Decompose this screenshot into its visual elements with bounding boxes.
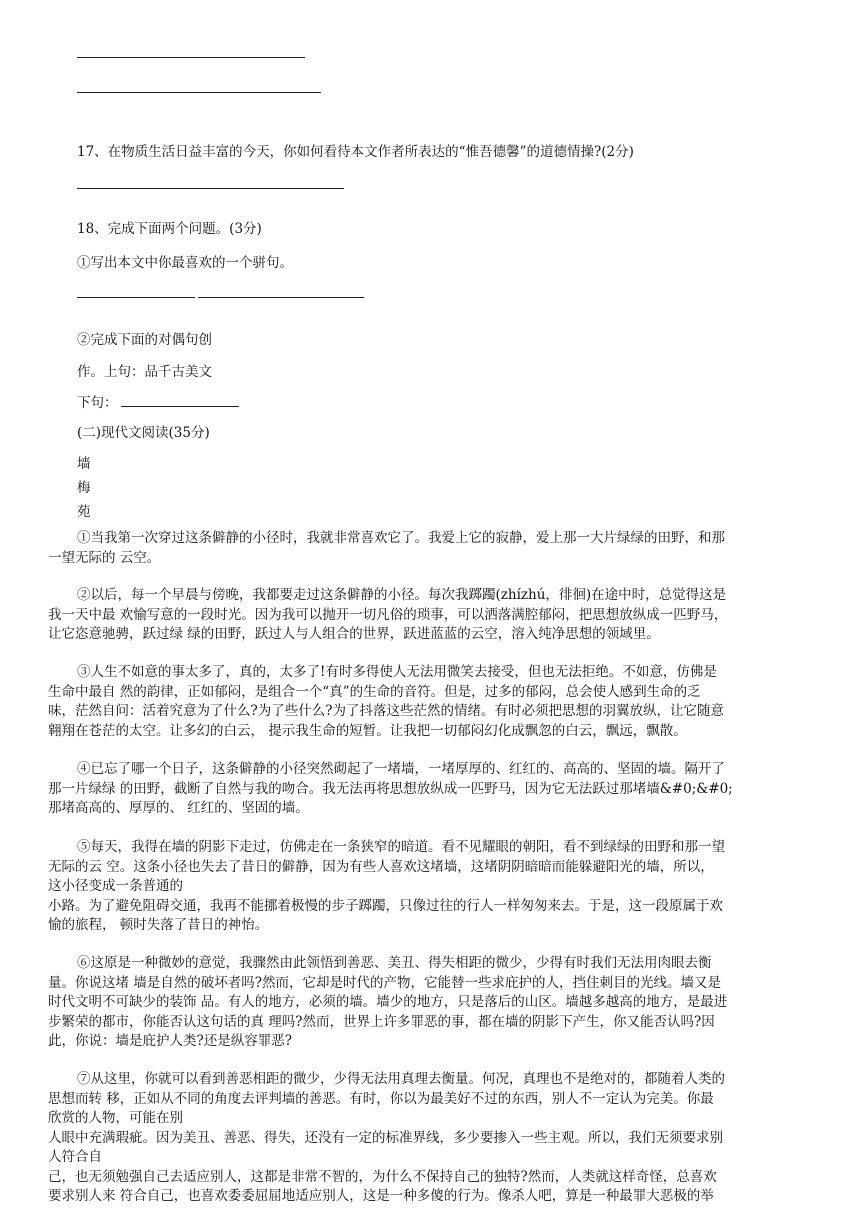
text-line: 一望无际的 云空。 [48, 549, 161, 566]
answer-line [77, 57, 305, 58]
text-line: 翱翔在苍茫的太空。让多幻的白云， 提示我生命的短暂。让我把一切郁闷幻化成飘忽的白云，飘远，飘散。 [48, 722, 687, 739]
text-line: 人符合自 [48, 1149, 102, 1165]
title-char: 梅 [77, 480, 91, 496]
paragraph-3 [48, 663, 820, 741]
text-line: 那一片绿绿 的田野，截断了自然与我的吻合。我无法再将思想放纵成一匹野马，因为它无法跃过那堵墙&#0;&#0; [48, 780, 733, 797]
answer-line [77, 297, 195, 298]
text-line: 人眼中充满瑕疵。因为美丑、善恶、得失，还没有一定的标准界线，多少要掺入一些主观。所以，我们无须要求别 [48, 1129, 723, 1146]
text-line: ⑤每天，我得在墙的阴影下走过，仿佛走在一条狭窄的暗道。看不见耀眼的朝阳，看不到绿绿的田野和那一望 [77, 839, 725, 855]
paragraph-7 [48, 1070, 820, 1207]
title-char: 墙 [77, 456, 91, 472]
paragraph-1 [48, 529, 820, 568]
paragraph-5 [48, 838, 820, 936]
section-heading: (二)现代文阅读(35分) [77, 425, 210, 441]
paragraph-2 [48, 586, 820, 645]
title-char: 苑 [77, 504, 91, 520]
paragraph-6 [48, 954, 820, 1052]
text-line: 味，茫然自问：活着究意为了什么?为了些什么?为了抖落这些茫然的情绪。有时必须把思想的羽翼放纵，让它随意 [48, 703, 724, 719]
question-18: 18、完成下面两个问题。(3分) [77, 221, 262, 237]
question-18-part1: ①写出本文中你最喜欢的一个骈句。 [77, 255, 293, 271]
text-line: 思想而转 移，正如从不同的角度去评判墙的善恶。有时，你以为最美好不过的东西，别人不一定认为完美。你最 [48, 1090, 714, 1107]
text-line: 我一天中最 欢愉写意的一段时光。因为我可以抛开一切凡俗的琐事，可以洒落满腔郁闷，把思想放纵成一匹野马， [48, 606, 728, 623]
text-line: ①当我第一次穿过这条僻静的小径时，我就非常喜欢它了。我爱上它的寂静，爱上那一大片绿绿的田野，和那 [77, 530, 725, 546]
answer-line [121, 406, 239, 407]
paragraph-4 [48, 760, 820, 819]
text-line: 愉的旅程， 顿时失落了昔日的神怡。 [48, 917, 269, 933]
text-line: ④已忘了哪一个日子，这条僻静的小径突然砌起了一堵墙，一堵厚厚的、红红的、高高的、坚固的墙。隔开了 [77, 761, 725, 777]
text-line: 此，你说：墙是庇护人类?还是纵容罪恶? [48, 1033, 292, 1049]
text-line: 让它恣意驰骋，跃过绿 绿的田野，跃过人与人组合的世界，跃进蓝蓝的云空，溶入纯净思想的领域里。 [48, 626, 660, 642]
text-line: 那堵高高的、厚厚的、 红红的、坚固的墙。 [48, 800, 309, 816]
text-line: 己，也无须勉强自己去适应别人，这都是非常不智的，为什么不保持自己的独特?然而，人类就这样奇怪，总喜欢 [48, 1168, 717, 1185]
answer-line [198, 297, 364, 298]
text-line: 欣赏的人物，可能在别 [48, 1110, 183, 1126]
text-line: 步繁荣的都市，你能否认这句话的真 理吗?然而，世界上许多罪恶的事，都在墙的阴影下产生，你又能否认吗?因 [48, 1013, 715, 1030]
couplet-upper: 作。上句：品千古美文 [77, 364, 212, 380]
text-line: 小路。为了避免阻碍交通，我再不能挪着极慢的步子踯躅，只像过往的行人一样匆匆来去。于是，这一段原属于欢 [48, 897, 723, 914]
couplet-lower-label: 下句： [77, 395, 118, 411]
text-line: ③人生不如意的事太多了，真的，太多了!有时多得使人无法用微笑去接受，但也无法拒绝。不如意，仿佛是 [77, 664, 717, 680]
text-line: 要求别人来 符合自己，也喜欢委委屈屈地适应别人，这是一种多傻的行为。像杀人吧，算是一种最罪大恶极的举 [48, 1188, 714, 1204]
text-line: 量。你说这堵 墙是自然的破坏者吗?然而，它却是时代的产物，它能替一些求庇护的人，挡住刺目的光线。墙又是 [48, 974, 722, 991]
question-17: 17、在物质生活日益丰富的今天，你如何看待本文作者所表达的“惟吾德馨”的道德情操?(2分) [77, 144, 634, 160]
text-line: 生命中最自 然的韵律，正如郁闷，是组合一个“真”的生命的音符。但是，过多的郁闷，总会使人感到生命的乏 [48, 683, 701, 700]
text-line: 时代文明不可缺少的装饰 品。有人的地方，必须的墙。墙少的地方，只是落后的山区。墙越多越高的地方，是最进 [48, 994, 728, 1010]
text-line: ⑦从这里，你就可以看到善恶相距的微少，少得无法用真理去衡量。何况，真理也不是绝对的，都随着人类的 [77, 1071, 725, 1087]
text-line: 无际的云 空。这条小径也失去了昔日的僻静，因为有些人喜欢这堵墙，这堵阴阴暗暗而能躲避阳光的墙，所以， [48, 858, 714, 875]
text-line: 这小径变成一条普通的 [48, 878, 183, 894]
answer-line [77, 92, 321, 93]
text-line: ⑥这原是一种微妙的意觉，我骤然由此领悟到善恶、美丑、得失相距的微少，少得有时我们无法用肉眼去衡 [77, 955, 712, 971]
question-18-part2: ②完成下面的对偶句创 [77, 332, 212, 348]
text-line: ②以后，每一个早晨与傍晚，我都要走过这条僻静的小径。每次我踯躅(zhízhú，徘徊)在途中时，总觉得这是 [77, 587, 727, 603]
answer-line [77, 188, 344, 189]
